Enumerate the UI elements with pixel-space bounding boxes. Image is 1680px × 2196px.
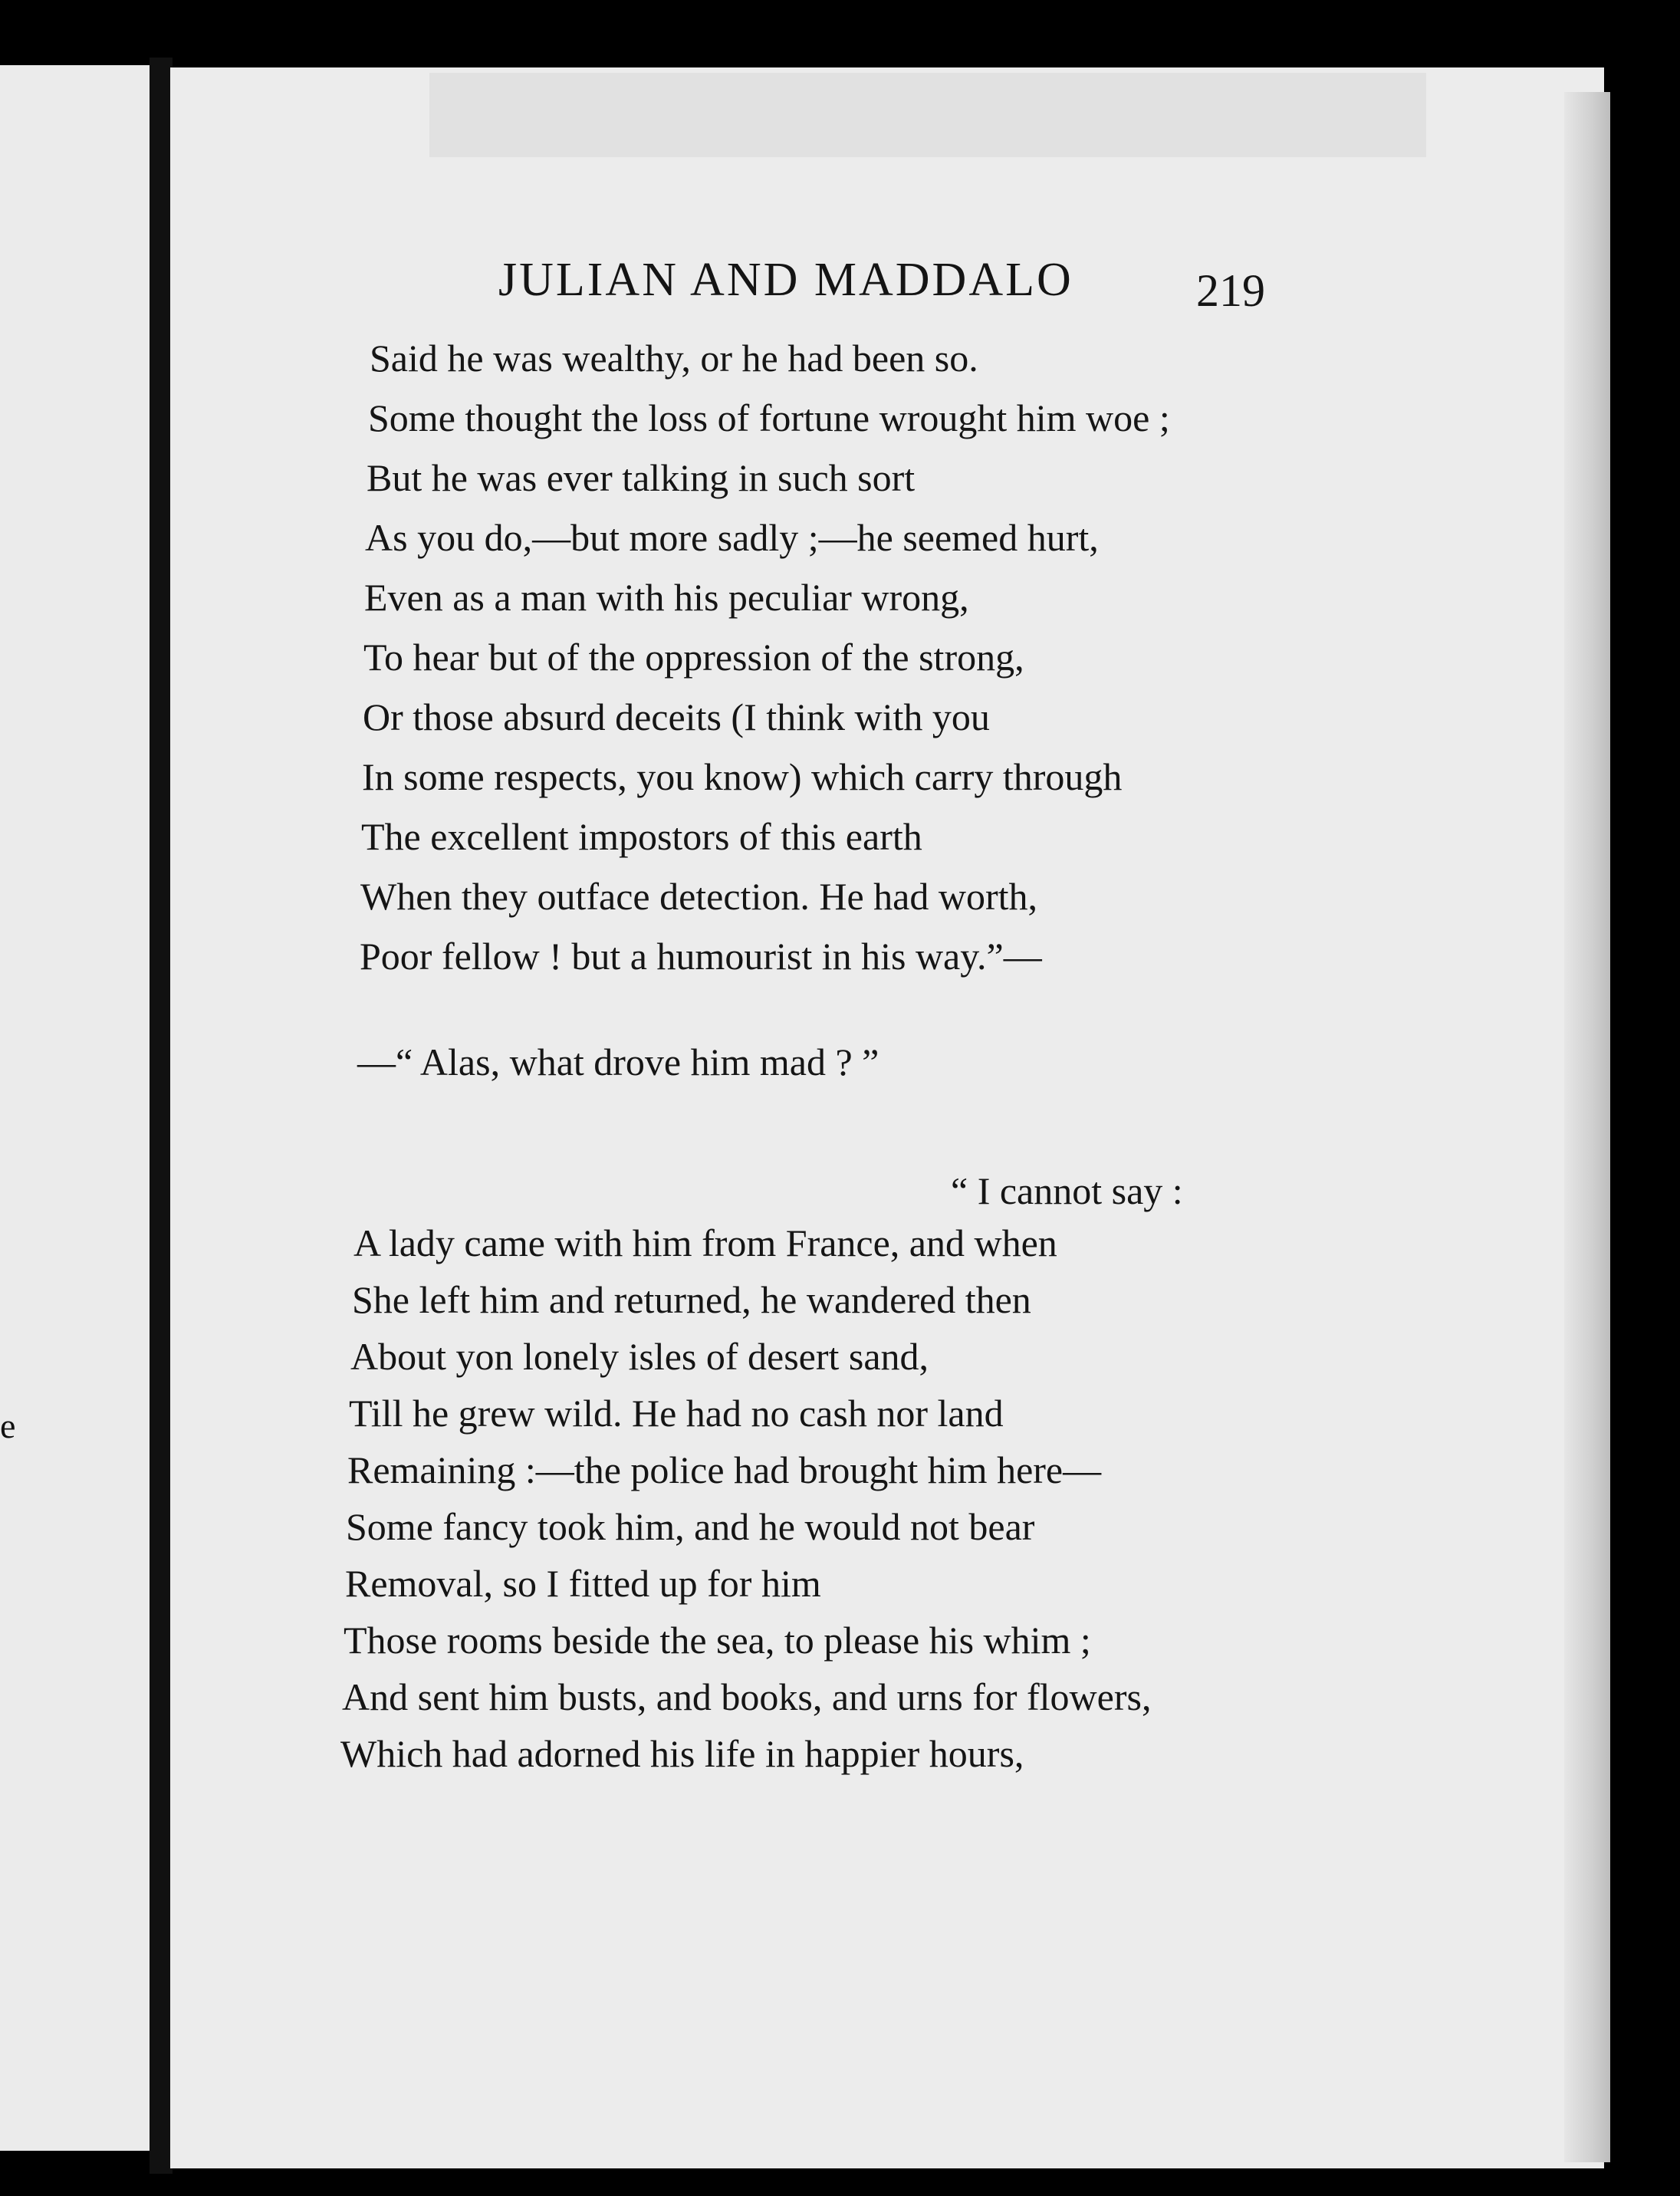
book-gutter	[150, 58, 173, 2174]
verse-line: Which had adorned his life in happier hours,	[340, 1732, 1024, 1775]
verse-line: As you do,—but more sadly ;—he seemed hurt,	[365, 516, 1099, 559]
verse-line: When they outface detection. He had worth,	[360, 875, 1037, 918]
verse-line: And sent him busts, and books, and urns for flowers,	[342, 1675, 1152, 1718]
verse-line: Some fancy took him, and he would not bear	[346, 1505, 1035, 1548]
verse-line: Or those absurd deceits (I think with you	[363, 695, 990, 738]
verse-line: To hear but of the oppression of the strong,	[363, 636, 1024, 679]
verse-line: She left him and returned, he wandered then	[352, 1278, 1031, 1321]
verse-line: Some thought the loss of fortune wrought him woe ;	[368, 396, 1170, 439]
verse-line: But he was ever talking in such sort	[367, 456, 916, 499]
left-page-fragment: e	[0, 1406, 16, 1445]
verse-line: A lady came with him from France, and when	[353, 1221, 1057, 1264]
verse-line: Those rooms beside the sea, to please his whim ;	[344, 1619, 1091, 1662]
verse-line: Said he was wealthy, or he had been so.	[370, 337, 978, 380]
verse-line: “ I cannot say :	[951, 1169, 1183, 1212]
book-page	[170, 67, 1604, 2168]
verse-line: Till he grew wild. He had no cash nor land	[349, 1392, 1004, 1435]
verse-line: Remaining :—the police had brought him here—	[347, 1448, 1102, 1491]
running-header: JULIAN AND MADDALO	[498, 254, 1073, 306]
page-top-shadow	[429, 73, 1426, 157]
verse-line: In some respects, you know) which carry through	[362, 755, 1123, 798]
verse-line: Removal, so I fitted up for him	[345, 1562, 821, 1605]
page-right-edge	[1564, 92, 1610, 2162]
page-number: 219	[1196, 265, 1265, 316]
verse-line: The excellent impostors of this earth	[361, 815, 922, 858]
left-page-edge	[0, 65, 150, 2151]
verse-line: Poor fellow ! but a humourist in his way.”—	[360, 935, 1042, 978]
verse-line: About yon lonely isles of desert sand,	[350, 1335, 929, 1378]
verse-line: —“ Alas, what drove him mad ? ”	[357, 1040, 879, 1083]
verse-line: Even as a man with his peculiar wrong,	[364, 576, 969, 619]
